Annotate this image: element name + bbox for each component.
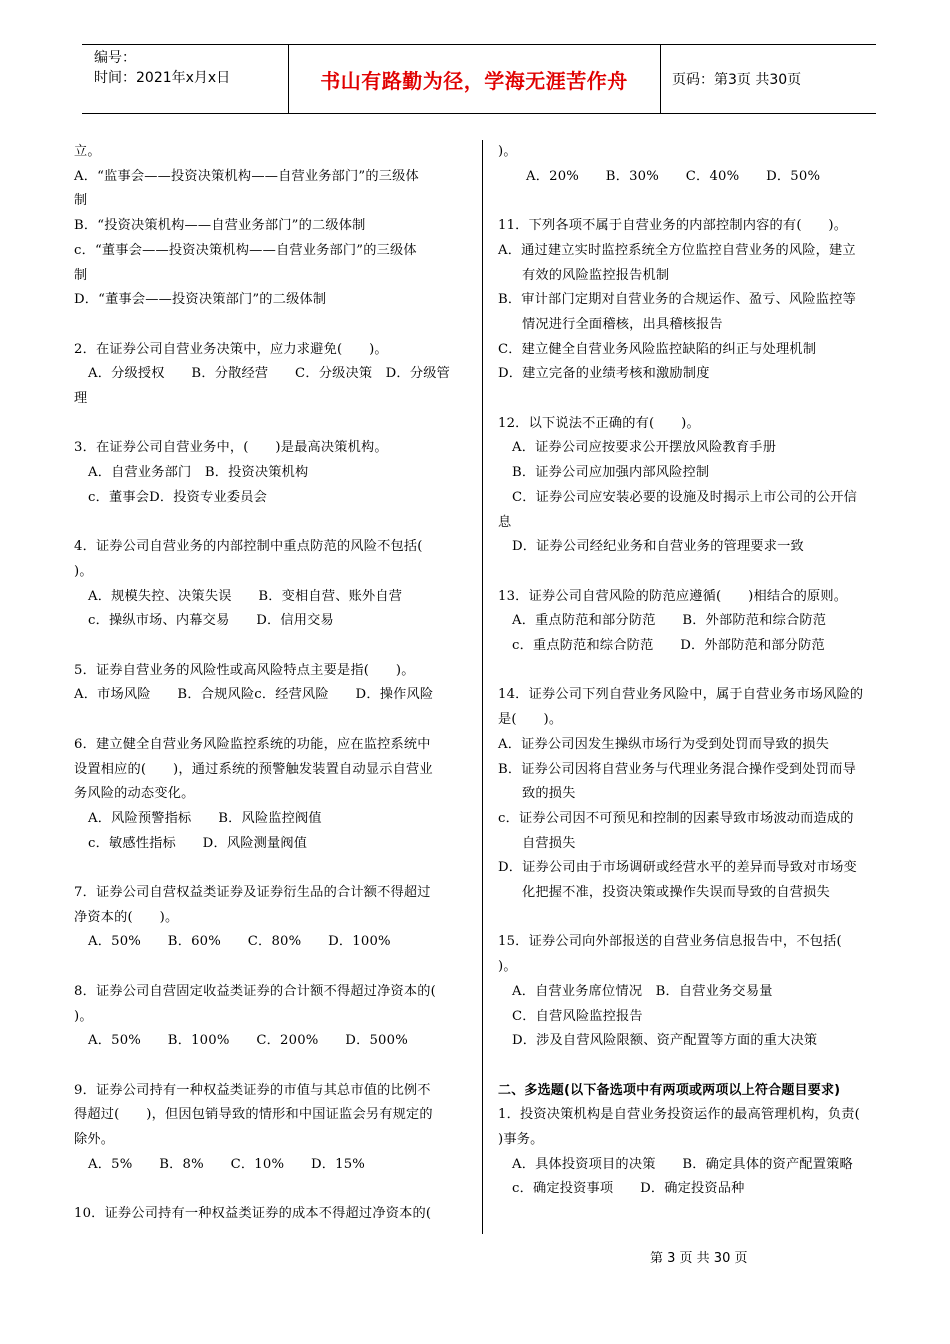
question-line: 是( )。 <box>498 712 563 728</box>
question-line: 13．证券公司自营风险的防范应遵循( )相结合的原则。 <box>498 588 848 604</box>
option-line: D．证券公司经纪业务和自营业务的管理要求一致 <box>512 539 804 555</box>
option-line: C．建立健全自营业务风险监控缺陷的纠正与处理机制 <box>498 341 817 357</box>
option-line: D．建立完备的业绩考核和激励制度 <box>498 366 710 382</box>
option-line: 息 <box>498 514 512 530</box>
option-line: 理 <box>74 391 88 407</box>
option-line: A．证券公司因发生操纵市场行为受到处罚而导致的损失 <box>498 736 830 752</box>
option-line: B．证券公司应加强内部风险控制 <box>512 465 710 481</box>
column-divider <box>482 140 483 1234</box>
question-line: )。 <box>498 959 517 975</box>
question-line: 立。 <box>74 144 101 159</box>
option-line: 制 <box>74 193 88 209</box>
header-page-number: 页码：第3页 共30页 <box>672 72 802 88</box>
document-number: 编号： <box>94 50 136 66</box>
option-line: A．50% B．100% C．200% D．500% <box>88 1033 408 1049</box>
option-line: A．“监事会——投资决策机构——自营业务部门”的三级体 <box>74 168 419 184</box>
question-line: 3．在证券公司自营业务中，( )是最高决策机构。 <box>74 440 388 456</box>
option-line: A．通过建立实时监控系统全方位监控自营业务的风险，建立 <box>498 242 856 258</box>
option-line: A．5% B．8% C．10% D．15% <box>88 1156 366 1172</box>
option-line: A．重点防范和部分防范 B．外部防范和综合防范 <box>512 613 827 629</box>
option-line: c．操纵市场、内幕交易 D．信用交易 <box>88 613 334 629</box>
left-column <box>74 140 468 1227</box>
question-line: 4．证券公司自营业务的内部控制中重点防范的风险不包括( <box>74 539 423 555</box>
option-line: A．分级授权 B．分散经营 C．分级决策 D．分级管 <box>88 366 450 382</box>
option-line: 制 <box>74 267 88 283</box>
option-line: c．证券公司因不可预见和控制的因素导致市场波动而造成的 <box>498 810 854 826</box>
question-line: 14．证券公司下列自营业务风险中，属于自营业务市场风险的 <box>498 687 864 703</box>
option-line: B．“投资决策机构——自营业务部门”的二级体制 <box>74 218 366 234</box>
header-divider <box>660 45 661 113</box>
option-line: c．董事会D．投资专业委员会 <box>88 489 268 505</box>
question-line: 净资本的( )。 <box>74 909 179 925</box>
question-line: 10．证券公司持有一种权益类证券的成本不得超过净资本的( <box>74 1206 432 1222</box>
question-line: )。 <box>74 1008 93 1024</box>
question-line: 除外。 <box>74 1132 115 1147</box>
header-motto: 书山有路勤为径，学海无涯苦作舟 <box>320 68 628 93</box>
option-line: 化把握不准，投资决策或操作失误而导致的自营损失 <box>522 885 830 901</box>
option-line: A．50% B．60% C．80% D．100% <box>88 934 391 950</box>
option-line: c．“董事会——投资决策机构——自营业务部门”的三级体 <box>74 242 417 258</box>
option-line: C．证券公司应安装必要的设施及时揭示上市公司的公开信 <box>512 489 857 505</box>
page-header <box>82 44 876 114</box>
option-line: A．自营业务席位情况 B．自营业务交易量 <box>512 983 773 999</box>
question-line: 设置相应的( )，通过系统的预警触发装置自动显示自营业 <box>74 761 433 777</box>
question-line: 12．以下说法不正确的有( )。 <box>498 415 700 431</box>
option-line: A．规模失控、决策失误 B．变相自营、账外自营 <box>88 588 403 604</box>
question-line: 15．证券公司向外部报送的自营业务信息报告中，不包括( <box>498 934 842 950</box>
option-line: A．市场风险 B．合规风险c．经营风险 D．操作风险 <box>74 687 434 703</box>
question-line: 务风险的动态变化。 <box>74 786 195 802</box>
question-line: 6．建立健全自营业务风险监控系统的功能，应在监控系统中 <box>74 736 431 752</box>
question-line: 2．在证券公司自营业务决策中，应力求避免( )。 <box>74 341 388 357</box>
question-line: )。 <box>498 144 517 159</box>
question-line: 得超过( )，但因包销导致的情形和中国证监会另有规定的 <box>74 1107 433 1123</box>
question-line: 8．证券公司自营固定收益类证券的合计额不得超过净资本的( <box>74 983 437 999</box>
option-line: A．证券公司应按要求公开摆放风险教育手册 <box>512 440 777 456</box>
option-line: c．敏感性指标 D．风险测量阀值 <box>88 835 308 851</box>
option-line: A．自营业务部门 B．投资决策机构 <box>88 465 309 481</box>
right-column <box>498 140 893 1202</box>
option-line: D．“董事会——投资决策部门”的二级体制 <box>74 292 327 308</box>
question-line: )事务。 <box>498 1132 544 1148</box>
option-line: C．自营风险监控报告 <box>512 1008 643 1024</box>
option-line: 致的损失 <box>522 786 576 802</box>
section-heading: 二、多选题(以下备选项中有两项或两项以上符合题目要求) <box>498 1082 841 1098</box>
option-line: A．具体投资项目的决策 B．确定具体的资产配置策略 <box>512 1156 853 1172</box>
option-line: D．涉及自营风险限额、资产配置等方面的重大决策 <box>512 1033 818 1049</box>
option-line: D．证券公司由于市场调研或经营水平的差异而导致对市场变 <box>498 860 857 876</box>
option-line: A．20% B．30% C．40% D．50% <box>526 168 821 184</box>
option-line: A．风险预警指标 B．风险监控阀值 <box>88 810 322 826</box>
option-line: B．审计部门定期对自营业务的合规运作、盈亏、风险监控等 <box>498 292 856 308</box>
option-line: c．确定投资事项 D．确定投资品种 <box>512 1181 745 1197</box>
document-date: 时间：2021年x月x日 <box>94 70 231 86</box>
page-footer: 第 3 页 共 30 页 <box>650 1251 748 1266</box>
question-line: 11．下列各项不属于自营业务的内部控制内容的有( )。 <box>498 218 848 234</box>
option-line: B．证券公司因将自营业务与代理业务混合操作受到处罚而导 <box>498 761 856 777</box>
question-line: 5．证券自营业务的风险性或高风险特点主要是指( )。 <box>74 662 415 678</box>
question-line: 9．证券公司持有一种权益类证券的市值与其总市值的比例不 <box>74 1082 431 1098</box>
question-line: 7．证券公司自营权益类证券及证券衍生品的合计额不得超过 <box>74 885 431 900</box>
question-line: 1．投资决策机构是自营业务投资运作的最高管理机构，负责( <box>498 1107 861 1123</box>
option-line: 情况进行全面稽核，出具稽核报告 <box>522 316 723 332</box>
option-line: 有效的风险监控报告机制 <box>522 267 670 283</box>
header-meta <box>94 48 230 88</box>
option-line: 自营损失 <box>522 835 576 851</box>
question-line: )。 <box>74 563 93 579</box>
option-line: c．重点防范和综合防范 D．外部防范和部分防范 <box>512 638 825 654</box>
